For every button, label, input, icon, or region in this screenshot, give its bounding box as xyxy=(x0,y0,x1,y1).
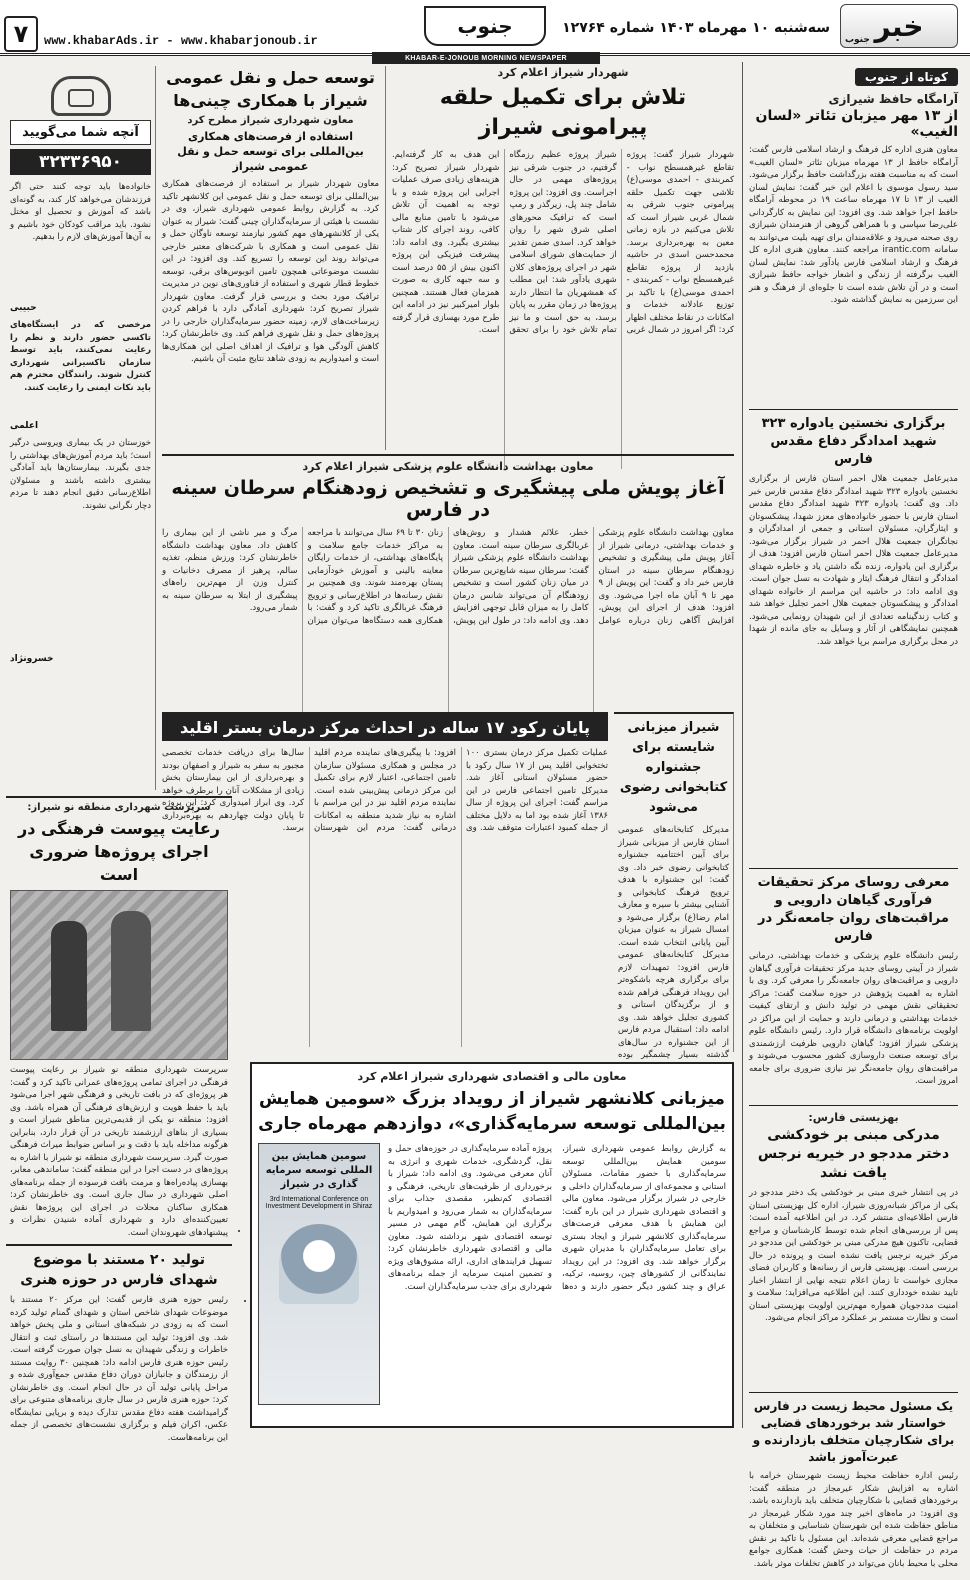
comment-2: مرخصی که در ایستگاه‌های تاکسی حضور دارند و نظم را رعایت نمی‌کنند، باید توسط سازمان تاکسیرانی شهرداری کنترل شوند. رانندگان محترم هم باید نکات ایمنی را رعایت کنند. xyxy=(10,320,151,393)
logo-subtext: جنوب xyxy=(845,35,870,45)
short-news-column xyxy=(742,62,964,1569)
page-number: ۷ xyxy=(4,16,38,52)
comment-1: خانواده‌ها باید توجه کنند حتی اگر فرزندشان می‌خواهد کار کند، به گونه‌ای باشد که آموزش و تحصیل او مختل نشود. باید مراقب کودکان خود باشیم و به آن‌ها آموزش‌های لازم را بدهیم. xyxy=(10,182,151,242)
book-story xyxy=(614,712,734,1060)
comments-phone: ۳۲۳۳۶۹۵۰ xyxy=(10,149,151,175)
hawza-story xyxy=(6,1244,232,1443)
s1-kicker: آرامگاه حافظ شیرازی xyxy=(828,92,958,106)
s4-body: در پی انتشار خبری مبنی بر خودکشی یک دختر مددجو در یکی از مراکز شبانه‌روزی شیراز، اداره کل بهزیستی استان فارس اطلاعیه‌ای منتشر کرد. در این اطلاعیه آمده است: پس از بررسی‌های انجام شده توسط کارشناسان و مراجع قضایی، تاکنون هیچ مدرکی مبنی بر خودکشی این مددجو در مرکز خیریه نرجس یافت نشده است و پرونده در حال بررسی است. بهزیستی فارس از رسانه‌ها و کاربران فضای مجازی خواست تا زمان اعلام نتیجه نهایی از انتشار اخبار تایید نشده خودداری کنند. این اطلاعیه می‌افزاید: سلامت و امنیت مددجویان همواره مهم‌ترین اولویت بهزیستی استان است و نظارت مستمر بر عملکرد مراکز انجام می‌شود. xyxy=(749,1188,958,1323)
transport-title: توسعه حمل و نقل عمومی شیراز با همکاری چینی‌ها xyxy=(166,68,375,110)
cancer-title: آغاز پویش ملی پیشگیری و تشخیص زودهنگام سرطان سینه در فارس xyxy=(171,477,725,521)
summit-poster-title: سومین همایش بین المللی توسعه سرمایه گذاری در شیراز xyxy=(265,1151,373,1190)
comments-title-box xyxy=(10,120,151,145)
summit-kicker: معاون مالی و اقتصادی شهرداری شیراز اعلام کرد xyxy=(357,1070,627,1083)
s2-body: مدیرعامل جمعیت هلال احمر استان فارس از برگزاری نخستین یادواره ۳۲۳ شهید امدادگر دفاع مقدس فارس خبر داد. وی گفت: یادواره ۳۲۳ شهید امدادگر دفاع مقدس استان فارس با حضور خانواده‌های معزز شهدا، پیشکسوتان و ایثارگران، مسئولان استانی و جمعی از امدادگران و نجاتگران جمعیت هلال احمر در شیراز برگزار می‌شود. مدیرعامل جمعیت هلال احمر استان فارس افزود: هدف از برگزاری این یادواره، زنده نگه داشتن یاد و خاطره شهدای امدادگر و انتقال فرهنگ ایثار و شهادت به نسل جوان است. وی ادامه داد: در حاشیه این مراسم از خانواده شهدای امدادگر و پیشکسوتان جمعیت هلال احمر تجلیل خواهد شد و کتاب زندگینامه تعدادی از این شهیدان رونمایی می‌شود. همچنین نمایشگاهی از آثار و وسایل به جای مانده از شهدا در محل برگزاری مراسم برپا خواهد شد. xyxy=(749,474,958,647)
s5-body: رئیس اداره حفاظت محیط زیست شهرستان خرامه با اشاره به افزایش شکار غیرمجاز در منطقه گفت: برخوردهای قضایی با شکارچیان متخلف باید بازدارنده باشد. وی افزود: در ماه‌های اخیر چند مورد شکار غیرمجاز در مناطق حفاظت شده این شهرستان شناسایی و متخلفان به مراجع قضایی معرفی شده‌اند. این مسئول با تاکید بر نقش مردم در حفاظت از حیات وحش گفت: همکاری جوامع محلی با محیط بانان می‌تواند در کاهش تخلفات موثر باشد. xyxy=(749,1471,958,1569)
section-tab: جنوب xyxy=(424,6,546,46)
comment-1-signature: حبیبی xyxy=(10,303,37,313)
heritage-photo xyxy=(10,890,228,1060)
summit-body: به گزارش روابط عمومی شهرداری شیراز، سومین همایش بین‌المللی توسعه سرمایه‌گذاری با حضور مقامات، مسئولان استانی و مجموعه‌ای از سرمایه‌گذاران داخلی و خارجی در شیراز برگزار می‌شود. معاون مالی و اقتصادی شهرداری شیراز در این باره گفت: این همایش با هدف معرفی فرصت‌های سرمایه‌گذاری کلانشهر شیراز و ایجاد بستری برای تعامل سرمایه‌گذاران با مدیران شهری برگزار خواهد شد. وی افزود: در این رویداد نمایندگانی از کشورهای چین، روسیه، ترکیه، عراق و چند کشور دیگر حضور دارند و ده‌ها پروژه آماده سرمایه‌گذاری در حوزه‌های حمل و نقل، گردشگری، خدمات شهری و انرژی به آنان معرفی می‌شود. وی ادامه داد: شیراز با برخورداری از ظرفیت‌های تاریخی، فرهنگی و اقتصادی کم‌نظیر، مقصدی جذاب برای سرمایه‌گذاران به شمار می‌رود و امیدواریم با برگزاری این همایش، گام مهمی در مسیر توسعه اقتصادی شهر برداشته شود. معاون مالی و اقتصادی شهرداری خاطرنشان کرد: تسهیل فرایندهای اداری، ارائه مشوق‌های ویژه و تضمین امنیت سرمایه از جمله برنامه‌های شهرداری برای جذب سرمایه‌گذاران است. xyxy=(388,1144,726,1292)
s3-title: معرفی روسای مرکز تحقیقات فرآوری گیاهان دارویی و مراقبت‌های روان جامعه‌نگر در فارس xyxy=(757,875,950,944)
hawza-body: رئیس حوزه هنری فارس گفت: این مرکز ۲۰ مستند با موضوعات شهدای شاخص استان و شهدای گمنام تولید کرده است که به زودی در شبکه‌های استانی و ملی پخش خواهد شد. وی افزود: تولید این مستندها در راستای ثبت و انتقال خاطرات و زندگی شهیدان به نسل جوان صورت گرفته است. رئیس حوزه هنری فارس ادامه داد: همچنین ۳۰ روایت مستند از رزمندگان و جانبازان دوران دفاع مقدس جمع‌آوری شده و مراحل پایانی تولید آن در حال انجام است. وی خاطرنشان کرد: حوزه هنری فارس در سال جاری برنامه‌های متنوعی برای گرامیداشت هفته دفاع مقدس تدارک دیده و برپایی نمایشگاه عکس، اکران فیلم و برگزاری نشست‌های تخصصی از جمله این برنامه‌هاست. xyxy=(10,1295,228,1443)
lead-body: شهردار شیراز گفت: پروژه تقاطع غیرهمسطح نواب - کمربندی - احمدی موسی(ع) تلاشی جهت تکمیل حلقه پیرامونی جنوب شرقی به شمال غربی شیراز است که تلاش می‌کنیم در بازه زمانی معین به بهره‌برداری برسد. محمدحسن اسدی در حاشیه بازدید از پروژه تقاطع غیرهمسطح نواب - کمربندی - احمدی موسی(ع) با تاکید بر توزیع عادلانه خدمات و امکانات در نقاط مختلف اظهار کرد: اگر امروز در شمال غربی شیراز پروژه عظیم رزمگاه گرفتیم، در جنوب شرقی نیز پروژه‌های مهمی در حال اجراست. وی افزود: این پروژه شامل چند پل، زیرگذر و رمپ است که ترافیک محورهای اصلی شرق شهر را روان خواهد کرد. اسدی ضمن تقدیر از حمایت‌های شورای اسلامی شهر در اجرای پروژه‌های کلان شهری یادآور شد: این مطلب که همشهریان ما انتظار دارند پروژه‌ها در زمان مقرر به پایان برسد، به حق است و ما نیز تمام تلاش خود را برای تحقق این هدف به کار گرفته‌ایم. شهردار شیراز تصریح کرد: هزینه‌های زیادی صرف عملیات اجرایی این پروژه شده و با توجه به اهمیت آن تلاش می‌شود با تامین منابع مالی کافی، روند اجرای کار شتاب بیشتری بگیرد. وی ادامه داد: پیشرفت فیزیکی این پروژه اکنون بیش از ۵۵ درصد است و سه جبهه کاری به صورت همزمان فعال هستند. همچنین بلوار امیرکبیر نیز در ادامه این طرح مورد بهسازی قرار گرفته است. xyxy=(392,150,734,335)
phone-icon xyxy=(51,76,111,116)
summit-official-photo xyxy=(238,1230,240,1232)
website-urls: www.khabarAds.ir - www.khabarjonoub.ir xyxy=(44,34,318,48)
newspaper-logo xyxy=(840,4,958,48)
comments-title: آنچه شما می‌گویید xyxy=(22,125,139,140)
s5-title: یک مسئول محیط زیست در فارس خواستار شد برخوردهای قضایی برای شکارچیان متخلف بازدارنده و عبرت‌آموز باشد xyxy=(752,1399,955,1464)
summit-poster xyxy=(258,1143,380,1405)
english-subtitle-band: KHABAR-E-JONOUB MORNING NEWSPAPER xyxy=(372,52,600,64)
readers-comments-column xyxy=(6,66,156,790)
eghlid-title: پایان رکود ۱۷ ساله در احداث مرکز درمان بستر اقلید xyxy=(180,718,590,737)
summit-poster-subtitle: 3rd International Conference on Investment Development in Shiraz xyxy=(265,1196,373,1210)
transport-body: معاون شهردار شیراز بر استفاده از فرصت‌های همکاری بین‌المللی برای توسعه حمل و نقل عمومی این کلانشهر تاکید کرد. به گزارش روابط عمومی شهرداری شیراز، وی در نشست با هیئتی از سرمایه‌گذاران چینی گفت: شیراز به عنوان یکی از کلانشهرهای مهم کشور نیازمند توسعه ناوگان حمل و نقل عمومی است و همکاری با شرکت‌های معتبر خارجی می‌تواند روند این توسعه را تسریع کند. وی افزود: در این نشست موضوعاتی همچون تامین اتوبوس‌های برقی، توسعه خطوط قطار شهری و استفاده از فناوری‌های نوین در مدیریت ترافیک مورد بحث و بررسی قرار گرفت. معاون شهردار شیراز تصریح کرد: شهرداری آمادگی دارد با فراهم کردن زیرساخت‌های لازم، زمینه حضور سرمایه‌گذاران خارجی را در پروژه‌های حمل و نقل شهری فراهم کند. وی خاطرنشان کرد: کاهش آلودگی هوا و ترافیک از اهداف اصلی این همکاری‌ها است و امیدواریم به زودی شاهد نتایج مثبت آن باشیم. xyxy=(162,179,379,364)
heritage-body: سرپرست شهرداری منطقه نو شیراز بر رعایت پیوست فرهنگی در اجرای تمامی پروژه‌های عمرانی تاکید کرد و گفت: هر پروژه‌ای که در بافت تاریخی و فرهنگی شهر اجرا می‌شود باید با حفظ هویت و ارزش‌های فرهنگی آن همراه باشد. وی افزود: منطقه نو یکی از قدیمی‌ترین مناطق شیراز است و بسیاری از بناهای ارزشمند تاریخی در آن قرار دارد، بنابراین هرگونه مداخله باید با دقت و بر اساس ضوابط میراث فرهنگی صورت گیرد. سرپرست شهرداری منطقه نو شیراز با اشاره به پروژه‌های در دست اجرا در این منطقه گفت: ساماندهی معابر، بهسازی پیاده‌راه‌ها و مرمت بافت فرسوده از جمله برنامه‌های اصلی شهرداری در سال جاری است. وی خاطرنشان کرد: همکاری ساکنان محلات در اجرای این پروژه‌ها نقش تعیین‌کننده‌ای دارد و شهرداری آماده شنیدن نظرات و پیشنهادهای شهروندان است. xyxy=(10,1065,228,1238)
official-portrait xyxy=(244,1300,246,1302)
heritage-story xyxy=(6,796,232,1238)
heritage-kicker: سرپرست شهرداری منطقه نو شیراز: xyxy=(27,802,211,813)
comment-3-signature: خسرونژاد xyxy=(10,654,54,664)
masthead xyxy=(0,0,970,56)
investment-summit-box xyxy=(250,1062,734,1428)
transport-subtitle: استفاده از فرصت‌های همکاری بین‌المللی برای توسعه حمل و نقل عمومی شیراز xyxy=(177,130,364,173)
cancer-story xyxy=(162,454,734,706)
lead-story xyxy=(392,66,734,450)
cancer-kicker: معاون بهداشت دانشگاه علوم پزشکی شیراز اعلام کرد xyxy=(302,460,594,473)
transport-story xyxy=(162,66,386,450)
logo-text: خبر xyxy=(874,9,924,43)
lead-title: تلاش برای تکمیل حلقه پیرامونی شیراز xyxy=(439,85,687,140)
s4-kicker: بهزیستی فارس: xyxy=(808,1111,899,1124)
transport-kicker: معاون شهرداری شیراز مطرح کرد xyxy=(187,115,354,126)
column-header: کوتاه از جنوب xyxy=(855,68,958,86)
cancer-body: معاون بهداشت دانشگاه علوم پزشکی و خدمات بهداشتی، درمانی شیراز از آغاز پویش ملی پیشگیری و تشخیص زودهنگام سرطان سینه در استان فارس خبر داد و گفت: این پویش از ۹ مهر تا ۹ آبان ماه اجرا می‌شود. وی افزود: هدف از اجرای این پویش، افزایش آگاهی زنان درباره عوامل خطر، علائم هشدار و روش‌های غربالگری سرطان سینه است. معاون بهداشت دانشگاه علوم پزشکی شیراز گفت: سرطان سینه شایع‌ترین سرطان در میان زنان کشور است و تشخیص زودهنگام آن می‌تواند شانس درمان کامل را به میزان قابل توجهی افزایش دهد. وی ادامه داد: در طول این پویش، زنان ۳۰ تا ۶۹ سال می‌توانند با مراجعه به مراکز خدمات جامع سلامت و پایگاه‌های بهداشتی، از خدمات رایگان معاینه بالینی و آموزش خودآزمایی پستان بهره‌مند شوند. وی همچنین بر نقش رسانه‌ها در اطلاع‌رسانی و ترویج فرهنگ غربالگری تاکید کرد و گفت: با همکاری همه دستگاه‌ها می‌توان میزان مرگ و میر ناشی از این بیماری را کاهش داد. معاون بهداشت دانشگاه خاطرنشان کرد: ورزش منظم، تغذیه سالم، پرهیز از مصرف دخانیات و کنترل وزن از مهم‌ترین راه‌های پیشگیری از ابتلا به سرطان سینه به شمار می‌رود. xyxy=(162,528,734,626)
comment-2-signature: اعلمی xyxy=(10,421,39,431)
dome-emblem xyxy=(279,1224,359,1304)
eghlid-title-band xyxy=(162,714,608,741)
dateline: سه‌شنبه ۱۰ مهرماه ۱۴۰۳ شماره ۱۲۷۶۴ xyxy=(562,20,830,36)
s2-title: برگزاری نخستین یادواره ۳۲۳ شهید امدادگر دفاع مقدس فارس xyxy=(761,416,946,467)
s1-title: از ۱۳ مهر میزبان تئاتر «لسان الغیب» xyxy=(755,108,958,140)
s4-title: مدرکی مبنی بر خودکشی دختر مددجو در خیریه نرجس یافت نشد xyxy=(757,1127,950,1181)
hawza-title: تولید ۲۰ مستند با موضوع شهدای فارس در حوزه هنری xyxy=(20,1252,218,1288)
heritage-title: رعایت پیوست فرهنگی در اجرای پروژه‌ها ضروری است xyxy=(17,819,220,884)
book-body: مدیرکل کتابخانه‌های عمومی استان فارس از میزبانی شیراز برای آیین اختتامیه جشنواره کتابخوانی رضوی خبر داد. وی گفت: این جشنواره با هدف ترویج فرهنگ کتابخوانی و آشنایی بیشتر با سیره و معارف امام رضا(ع) برگزار می‌شود و امسال شیراز به عنوان میزبان آیین پایانی انتخاب شده است. مدیرکل کتابخانه‌های عمومی فارس افزود: تمهیدات لازم برای برگزاری هرچه باشکوه‌تر این رویداد فرهنگی فراهم شده و از برگزیدگان استانی و کشوری تجلیل خواهد شد. وی ادامه داد: استقبال مردم فارس از این جشنواره در سال‌های گذشته بسیار چشمگیر بوده xyxy=(618,825,729,1060)
s1-body: معاون هنری اداره کل فرهنگ و ارشاد اسلامی فارس گفت: آرامگاه حافظ از ۱۳ مهرماه میزبان تئاتر «لسان الغیب» است که به مناسبت هفته بزرگداشت حافظ برگزار می‌شود. سید رسول موسوی با اعلام این خبر گفت: نمایش لسان الغیب از ۱۳ تا ۱۷ مهرماه ساعت ۱۹ در محوطه آرامگاه حافظ اجرا خواهد شد. وی افزود: این نمایش به کارگردانی علی‌رضا سپاسی و با همراهی گروهی از هنرمندان شیرازی روی صحنه می‌رود و علاقه‌مندان برای تهیه بلیت می‌توانند به سامانه irantic.com مراجعه کنند. معاون هنری اداره کل فرهنگ و ارشاد اسلامی فارس یادآور شد: نمایش لسان الغیب برگرفته از زندگی و اشعار خواجه حافظ شیرازی است و در آن تلاش شده است تا جلوه‌ای از فرهنگ و هنر این سرزمین به نمایش گذاشته شود. xyxy=(749,145,959,305)
summit-title: میزبانی کلانشهر شیراز از رویداد بزرگ «سومین همایش بین‌المللی توسعه سرمایه‌گذاری»، دوازدهم مهرماه جاری xyxy=(258,1089,726,1134)
book-title: شیراز میزبانی شایسته برای جشنواره کتابخوانی رضوی می‌شود xyxy=(619,720,728,815)
comment-3: خوزستان در یک بیماری ویروسی درگیر است؛ باید مردم آموزش‌های بهداشتی را جدی بگیرند. بیمارستان‌ها باید آمادگی بیشتری داشته باشند و مسئولان اطلاع‌رسانی دقیق انجام دهند تا مردم دچار نگرانی نشوند. xyxy=(10,438,151,511)
lead-kicker: شهردار شیراز اعلام کرد xyxy=(497,66,629,79)
eghlid-body: عملیات تکمیل مرکز درمان بستری ۱۰۰ تختخوابی اقلید پس از ۱۷ سال رکود با حضور مسئولان استانی آغاز شد. مدیرکل تامین اجتماعی فارس در این مراسم گفت: اجرای این پروژه از سال ۱۳۸۶ آغاز شده بود اما به دلایل مختلف از جمله کمبود اعتبارات متوقف شد. وی افزود: با پیگیری‌های نماینده مردم اقلید در مجلس و همکاری مسئولان سازمان تامین اجتماعی، اعتبار لازم برای تکمیل این مرکز درمانی پیش‌بینی شده است. نماینده مردم اقلید نیز در این مراسم با اشاره به نیاز شدید منطقه به امکانات درمانی گفت: مردم این شهرستان سال‌ها برای دریافت خدمات تخصصی مجبور به سفر به شیراز و اصفهان بودند و بهره‌برداری از این بیمارستان بخش زیادی از مشکلات آنان را برطرف خواهد کرد. وی ابراز امیدواری کرد: این پروژه تا پایان دولت چهاردهم به بهره‌برداری برسد. xyxy=(162,748,608,833)
s3-body: رئیس دانشگاه علوم پزشکی و خدمات بهداشتی، درمانی شیراز در آیینی روسای جدید مرکز تحقیقات فرآوری گیاهان دارویی و مراقبت‌های روان جامعه‌نگر را معرفی کرد. وی با اشاره به اهمیت پژوهش در حوزه سلامت گفت: مراکز تحقیقاتی نقش مهمی در تولید دانش و ارتقای کیفیت خدمات بهداشتی و درمانی دارند و حمایت از این مراکز در اولویت برنامه‌های دانشگاه قرار دارد. رئیس دانشگاه علوم پزشکی شیراز افزود: گیاهان دارویی ظرفیت ارزشمندی برای توسعه صنعت داروسازی کشور محسوب می‌شوند و مراقبت‌های روان جامعه‌نگر نیز نیازی ضروری برای جامعه امروز است. xyxy=(749,951,958,1086)
